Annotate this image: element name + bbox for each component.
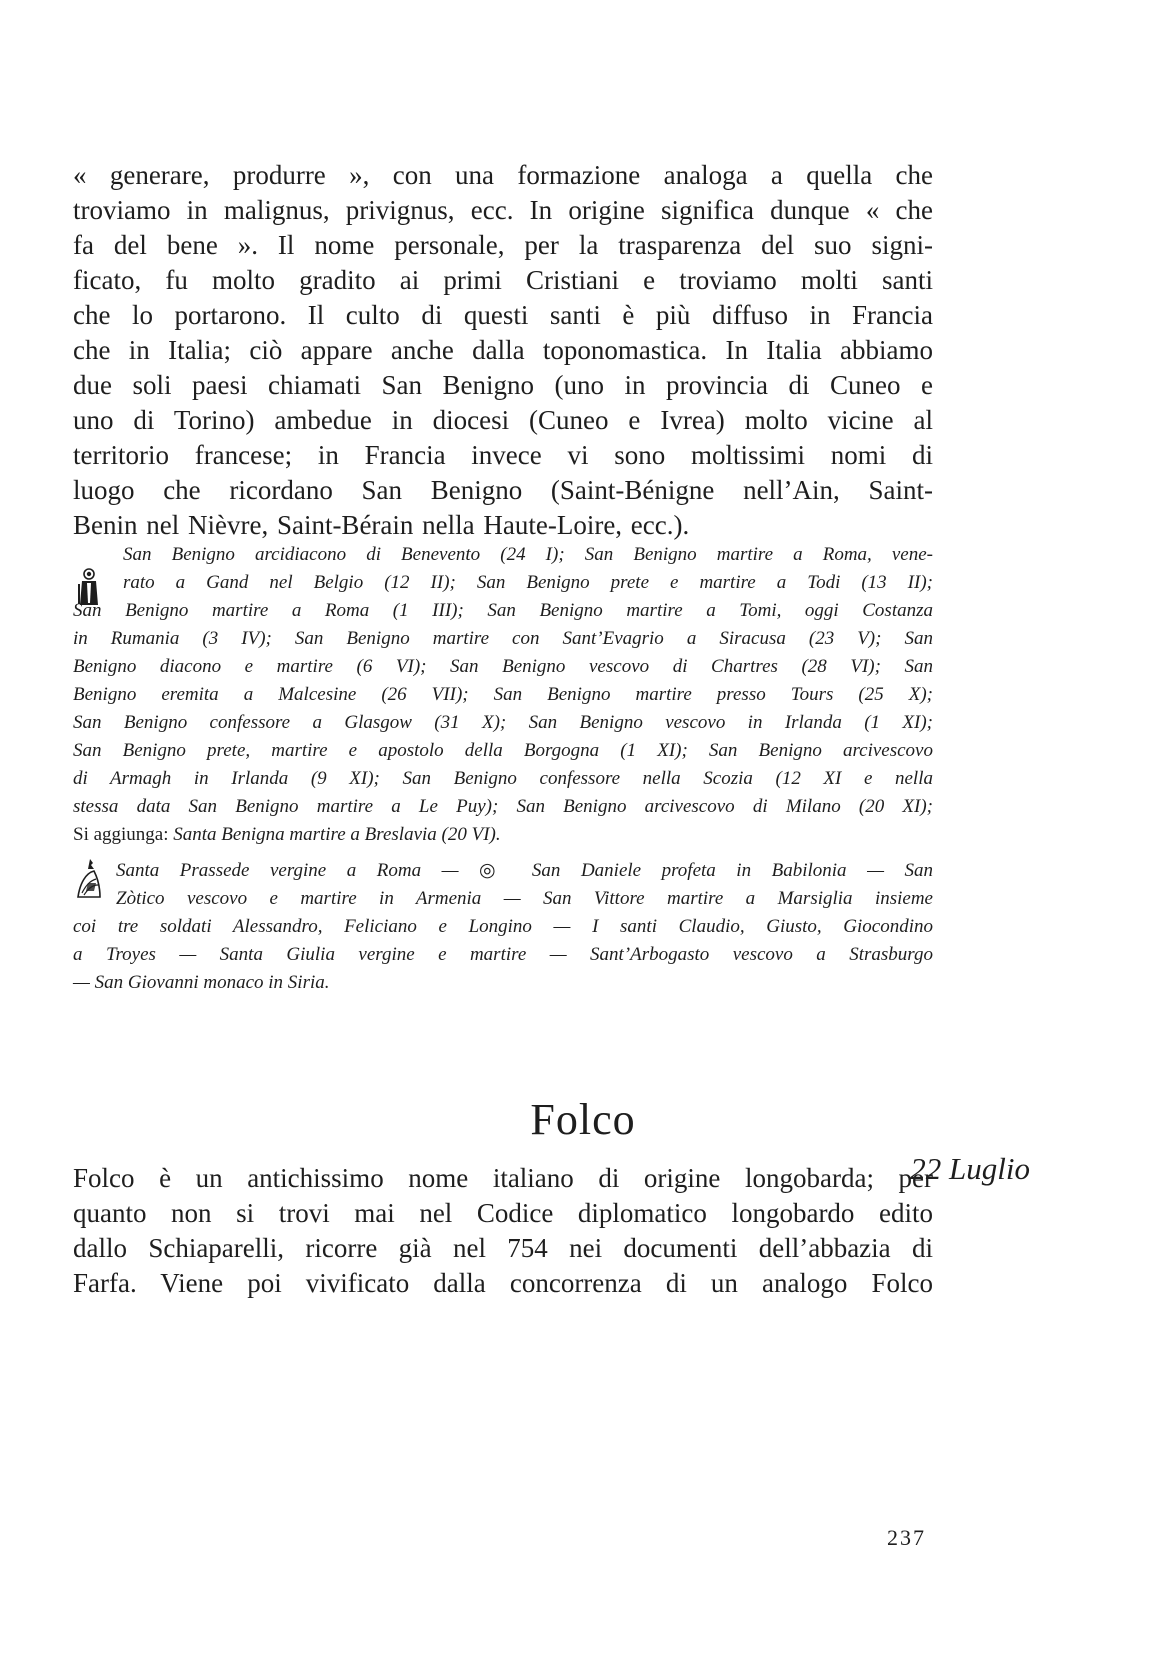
body-line: fa del bene ». Il nome personale, per la trasparenza del suo signi- <box>73 230 933 260</box>
saint-line: Benigno diacono e martire (6 VI); San Benigno vescovo di Chartres (28 VI); San <box>73 656 933 677</box>
body-line: che lo portarono. Il culto di questi santi è più diffuso in Francia <box>73 300 933 330</box>
saint-line: coi tre soldati Alessandro, Feliciano e Longino — I santi Claudio, Giusto, Giocondino <box>73 916 933 937</box>
saint-line-prefix: Si aggiunga: <box>73 824 174 845</box>
body-line: Folco è un antichissimo nome italiano di origine longobarda; per <box>73 1163 933 1193</box>
saint-line: San Benigno martire a Roma (1 III); San Benigno martire a Tomi, oggi Costanza <box>73 600 933 621</box>
body-line: dallo Schiaparelli, ricorre già nel 754 nei documenti dell’abbazia di <box>73 1233 933 1263</box>
body-line: quanto non si trovi mai nel Codice diplomatico longobardo edito <box>73 1198 933 1228</box>
body-line: luogo che ricordano San Benigno (Saint-Bénigne nell’Ain, Saint- <box>73 475 933 505</box>
body-line: ficato, fu molto gradito ai primi Cristiani e troviamo molti santi <box>73 265 933 295</box>
eagle-icon <box>74 857 104 899</box>
saint-line-rest: Santa Benigna martire a Breslavia (20 VI). <box>173 824 501 845</box>
saint-line <box>73 821 933 849</box>
body-line: che in Italia; ciò appare anche dalla toponomastica. In Italia abbiamo <box>73 335 933 365</box>
saint-line: rato a Gand nel Belgio (12 II); San Benigno prete e martire a Todi (13 II); <box>123 572 933 593</box>
saint-line: Zòtico vescovo e martire in Armenia — San Vittore martire a Marsiglia insieme <box>116 888 933 909</box>
saint-line: San Benigno prete, martire e apostolo della Borgogna (1 XI); San Benigno arcivescovo <box>73 740 933 761</box>
body-line: uno di Torino) ambedue in diocesi (Cuneo e Ivrea) molto vicine al <box>73 405 933 435</box>
section-title: Folco <box>530 1095 636 1144</box>
saint-line: di Armagh in Irlanda (9 XI); San Benigno confessore nella Scozia (12 XI e nella <box>73 768 933 789</box>
saint-line: — San Giovanni monaco in Siria. <box>73 972 330 993</box>
body-line: Farfa. Viene poi vivificato dalla concorrenza di un analogo Folco <box>73 1268 933 1298</box>
saint-line: in Rumania (3 IV); San Benigno martire con Sant’Evagrio a Siracusa (23 V); San <box>73 628 933 649</box>
saint-line: a Troyes — Santa Giulia vergine e martire — Sant’Arbogasto vescovo a Strasburgo <box>73 944 933 965</box>
saint-line: stessa data San Benigno martire a Le Puy); San Benigno arcivescovo di Milano (20 XI); <box>73 796 933 817</box>
feast-date: 22 Luglio <box>910 1151 1030 1186</box>
body-line: territorio francese; in Francia invece vi sono moltissimi nomi di <box>73 440 933 470</box>
saint-line: Benigno eremita a Malcesine (26 VII); San Benigno martire presso Tours (25 X); <box>73 684 933 705</box>
body-line: due soli paesi chiamati San Benigno (uno in provincia di Cuneo e <box>73 370 933 400</box>
page-number: 237 <box>887 1525 926 1550</box>
body-line: Benin nel Nièvre, Saint-Bérain nella Haute-Loire, ecc.). <box>73 510 690 540</box>
body-line: troviamo in malignus, privignus, ecc. In origine significa dunque « che <box>73 195 933 225</box>
body-line: « generare, produrre », con una formazione analoga a quella che <box>73 160 933 190</box>
saint-line: San Benigno confessore a Glasgow (31 X); San Benigno vescovo in Irlanda (1 XI); <box>73 712 933 733</box>
saint-line: Santa Prassede vergine a Roma — ◎ San Daniele profeta in Babilonia — San <box>116 860 933 881</box>
saint-line: San Benigno arcidiacono di Benevento (24 I); San Benigno martire a Roma, vene- <box>123 544 933 565</box>
